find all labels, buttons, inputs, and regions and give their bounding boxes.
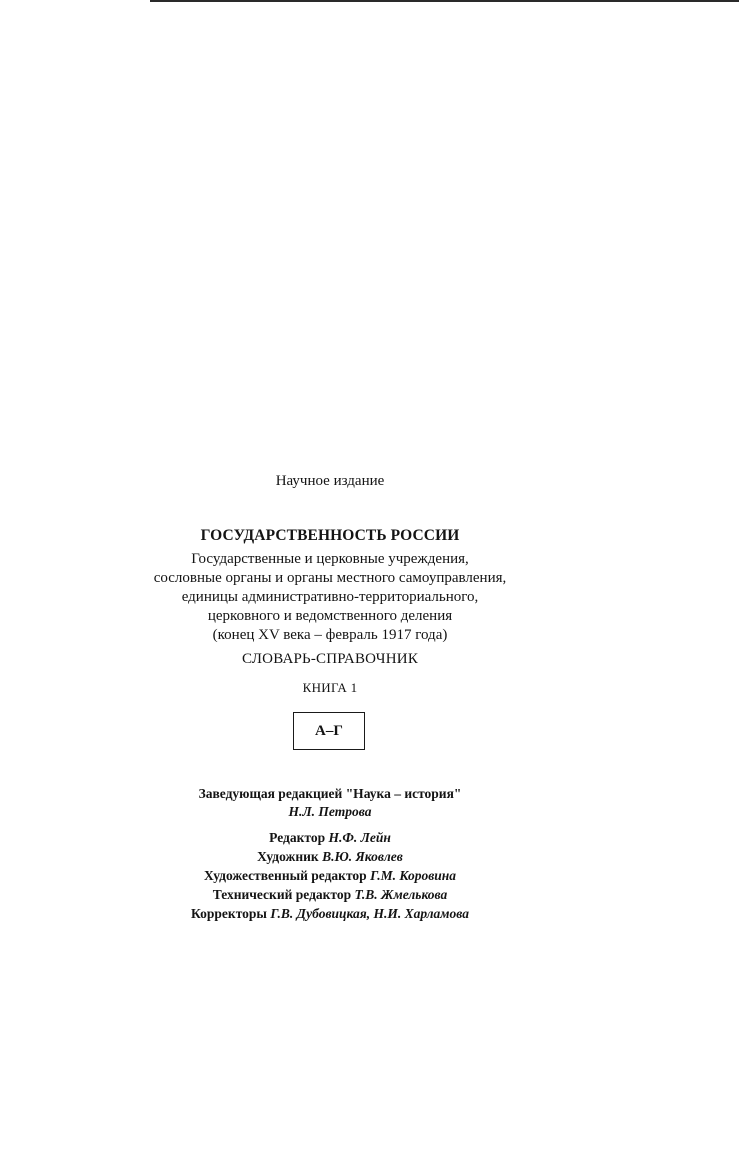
credit-name: Г.М. Коровина [370,868,457,883]
head-editor-block [0,785,660,821]
genre-label: СЛОВАРЬ-СПРАВОЧНИК [241,651,419,667]
credits-list [0,828,660,923]
volume-range: А–Г [315,722,343,739]
credit-role: Редактор [269,830,326,845]
credit-name: В.Ю. Яковлев [322,849,403,864]
credit-name: Т.В. Жмелькова [354,887,448,902]
book-subtitle [0,550,660,645]
subtitle-line: сословные органы и органы местного самоуправления, [153,570,507,586]
credit-line [0,885,660,904]
credit-role: Художник [257,849,319,864]
subtitle-line: церковного и ведомственного деления [207,608,453,624]
credit-name: Н.Ф. Лейн [328,830,391,845]
credit-line [0,866,660,885]
subtitle-line: единицы административно-территориального, [181,589,479,605]
credit-line [0,847,660,866]
book-title: ГОСУДАРСТВЕННОСТЬ РОССИИ [200,527,460,544]
volume-range-box [293,712,365,750]
subtitle-line: (конец XV века – февраль 1917 года) [212,627,448,643]
book-number: КНИГА 1 [302,680,358,695]
credit-name: Г.В. Дубовицкая, Н.И. Харламова [270,906,469,921]
credit-role: Технический редактор [212,887,352,902]
subtitle-line: Государственные и церковные учреждения, [191,551,469,567]
publication-type: Научное издание [275,473,385,489]
top-edge-rule [150,0,739,2]
credit-role: Художественный редактор [203,868,367,883]
head-editor-role: Заведующая редакцией "Наука – история" [198,786,462,801]
credit-role: Корректоры [191,906,267,921]
credit-line [0,828,660,847]
credit-line [0,904,660,923]
head-editor-name: Н.Л. Петрова [288,804,372,819]
